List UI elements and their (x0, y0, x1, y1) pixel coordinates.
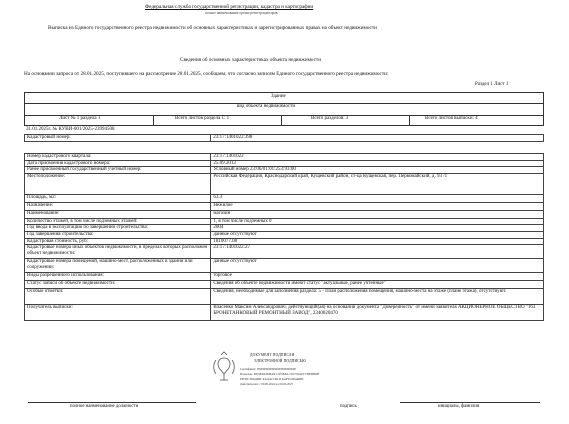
sheet-number: Лист № 1 раздела 1 (59, 116, 101, 121)
sheets-total: Всего листов выписки: 4 (425, 116, 478, 121)
table-row (25, 154, 544, 161)
row-key: Назначение: (25, 202, 211, 210)
row-value: данные отсутствуют (211, 231, 544, 238)
row-key: Местоположение: (25, 173, 211, 194)
table-row (25, 167, 544, 174)
row-value: Власенко Максим Александрович, действующий(ая) на основании документа "Доверенность" от имени заявителя АКЦИОНЕРНОЕ ОБЩЕСТВО "163 БРОНЕТАНКОВЫЙ РЕМОНТНЫЙ ЗАВОД", 2340020470 (211, 305, 544, 321)
building-label: Здание (271, 94, 286, 99)
stamp-subtitle: ЭЛЕКТРОННОЙ ПОДПИСЬЮ (254, 359, 307, 363)
row-value: Сведения об объекте недвижимости имеют статус "актуальные, ранее учтенные" (211, 281, 544, 289)
row-value: Нежилое (211, 202, 544, 210)
table-row (25, 194, 544, 202)
table-row (25, 135, 544, 142)
sheets-in-section: Всего листов раздела 1: 1 (175, 116, 230, 121)
header-box (24, 92, 544, 126)
row-key: Кадастровые номера помещений, машино-мест, расположенных в здании или сооружении: (25, 259, 211, 273)
table-row (25, 225, 544, 232)
cadastral-table (24, 134, 544, 142)
table-row (25, 289, 544, 305)
document-subheading: Сведения об основных характеристиках объекта недвижимости (180, 57, 321, 63)
table-row (25, 173, 544, 194)
row-key: Год ввода в эксплуатацию по завершении строительства: (25, 225, 211, 232)
table-row (25, 218, 544, 225)
row-key: Дата присвоения кадастрового номера: (25, 160, 211, 167)
row-key: Статус записи об объекте недвижимости: (25, 281, 211, 289)
section-label: Раздел 1 Лист 1 (475, 82, 509, 87)
table-row (25, 305, 544, 321)
intro-text: На основании запроса от 28.01.2025, поступившего на рассмотрение 28.01.2025, сообщаем, что согласно записям Единого государственного реестра недвижимости: (24, 71, 389, 77)
table-row (25, 238, 544, 245)
row-key: Наименование: (25, 210, 211, 218)
object-type-label: вид объекта недвижимости (237, 104, 296, 109)
table-row (25, 273, 544, 281)
position-line (28, 402, 196, 403)
row-key: Получатель выписки: (25, 305, 211, 321)
row-value: 23:17:1401022:27 (211, 245, 544, 259)
row-key: Кадастровая стоимость, руб: (25, 238, 211, 245)
doc-date-number: 31.01.2025г. № КУВИ-001/2025-23994508 (26, 127, 115, 132)
electronic-signature-stamp (210, 350, 376, 400)
row-value: Сведения, необходимые для заполнения раздела: 5 - План расположения помещения, машино-места на этаже (плане этажа), отсутствуют. (211, 289, 544, 305)
row-value: 1810077.08 (211, 238, 544, 245)
characteristics-table (24, 153, 544, 321)
signature-label: подпись (340, 404, 357, 409)
row-value: торговое (211, 273, 544, 281)
table-row (25, 231, 544, 238)
stamp-title: ДОКУМЕНТ ПОДПИСАН (250, 353, 295, 357)
name-line (400, 402, 540, 403)
row-value: магазин (211, 210, 544, 218)
row-value: 25.09.2013 (211, 160, 544, 167)
stamp-line: РЕГИСТРАЦИИ, КАДАСТРА И КАРТОГРАФИИ (240, 377, 304, 381)
row-value: данные отсутствуют (211, 259, 544, 273)
document-heading: Выписка из Единого государственного реестра недвижимости об основных характеристиках и зарегистрированных правах на объект недвижимости (48, 25, 377, 31)
position-label: полное наименование должности (70, 404, 139, 409)
row-key: Год завершения строительства: (25, 231, 211, 238)
stamp-line: Действителен: с 00.00.2024 по 00.00.2025 (240, 382, 294, 386)
row-value: 2004 (211, 225, 544, 232)
coat-of-arms-icon (210, 350, 238, 400)
row-value: 23:17:1401022:398 (211, 135, 544, 142)
row-value: 63.3 (211, 194, 544, 202)
row-value: Российская Федерация, Краснодарский край, Кущевский район, ст-ца Кущевская, пер. Первомайский, д. 93 /1 (211, 173, 544, 194)
agency-caption: полное наименование органа регистрации прав (205, 11, 278, 15)
name-label: инициалы, фамилия (438, 404, 480, 409)
table-row (25, 160, 544, 167)
row-key: Количество этажей, в том числе подземных этажей: (25, 218, 211, 225)
table-row (25, 210, 544, 218)
row-key: Ранее присвоенный государственный учетный номер: (25, 167, 211, 174)
stamp-line: Сертификат: 00000000000000000000000000 (240, 367, 296, 371)
stamp-line: Владелец: ФЕДЕРАЛЬНАЯ СЛУЖБА ГОСУДАРСТВЕННОЙ (240, 372, 320, 376)
table-row (25, 259, 544, 273)
agency-name: Федеральная служба государственной регистрации, кадастра и картографии (145, 4, 314, 10)
row-key: Кадастровый номер: (25, 135, 211, 142)
sections-total: Всего разделов: 3 (311, 116, 349, 121)
table-row (25, 245, 544, 259)
row-key: Площадь, м2: (25, 194, 211, 202)
table-row (25, 281, 544, 289)
row-value: 1, в том числе подземных 0 (211, 218, 544, 225)
row-key: Особые отметки: (25, 289, 211, 305)
row-key: Виды разрешенного использования: (25, 273, 211, 281)
row-value: 23:17:1401022 (211, 154, 544, 161)
row-value: Условный номер 23:06/01:01:253:93:00 (211, 167, 544, 174)
table-row (25, 202, 544, 210)
row-key: Кадастровые номера иных объектов недвижимости, в пределах которых расположен объект недвижимости: (25, 245, 211, 259)
row-key: Номер кадастрового квартала: (25, 154, 211, 161)
